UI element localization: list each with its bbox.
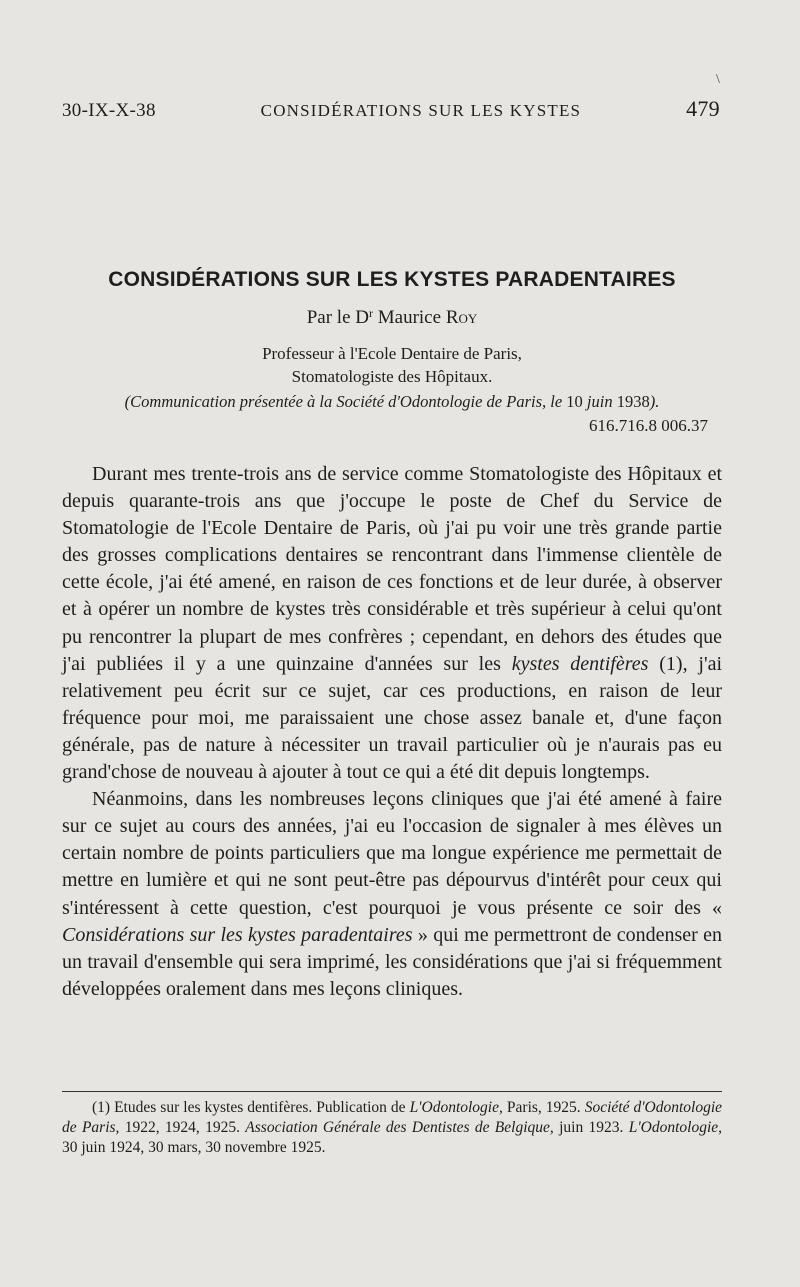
paragraph-2-text-a: Néanmoins, dans les nombreuses leçons cliniques que j'ai été amené à faire sur ce sujet au cours des années, j'ai eu l'occasion de signaler à mes élèves un certain nombre de points particuliers que ma longue expérience me permettait de mettre en lumière et qui ne sont peut-être pas dépourvus d'intérêt pour ceux qui s'intéressent à cette question, c'est pourquoi je vous présente ce soir des « — [62, 788, 722, 919]
paragraph-1-text-b: (1), j'ai relativement peu écrit sur ce sujet, car ces productions, en raison de leur fréquence pour moi, me paraissaient une chose assez banale et, d'une façon générale, pas de nature à nécessiter un travail particulier où je n'aurais pas eu grand'chose de nouveau à ajouter à tout ce qui a été dit depuis longtemps. — [62, 652, 722, 784]
footnote-d: Société d'Odontologie de Paris, — [62, 1099, 723, 1136]
affiliation-line-1: Professeur à l'Ecole Dentaire de Paris, — [262, 344, 522, 363]
footnote-c: Paris, 1925. — [506, 1099, 581, 1116]
footnote-h: L'Odontologie, — [628, 1119, 723, 1136]
article-body — [62, 461, 722, 1003]
paragraph-1 — [62, 461, 722, 786]
footnote-g: juin 1923. — [559, 1119, 624, 1136]
header-date: 30-IX-X-38 — [62, 100, 156, 121]
author-byline — [62, 306, 722, 329]
footnote-f: Association Générale des Dentistes de Belgique, — [245, 1119, 554, 1136]
byline-sup: r — [369, 306, 373, 320]
header-running-title: CONSIDÉRATIONS SUR LES KYSTES — [260, 101, 582, 120]
communication-year: 1938 — [616, 392, 650, 411]
margin-mark: \ — [716, 72, 720, 87]
author-affiliation — [62, 342, 722, 388]
communication-note — [62, 392, 722, 412]
footnote-i: 30 juin 1924, 30 mars, 30 novembre 1925. — [62, 1139, 326, 1156]
footnote-divider — [62, 1091, 722, 1092]
footnote-a: (1) Etudes sur les kystes dentifères. Publication de — [92, 1099, 406, 1116]
communication-day: 10 — [566, 392, 583, 411]
communication-close: ). — [649, 392, 660, 411]
paragraph-2 — [62, 786, 722, 1003]
author-last-name: Roy — [445, 307, 478, 328]
communication-text: (Communication présentée à la Société d'Odontologie de Paris, le — [124, 392, 563, 411]
footnote — [62, 1098, 722, 1158]
footnote-paragraph — [62, 1098, 722, 1158]
running-header — [62, 96, 720, 122]
article-title: CONSIDÉRATIONS SUR LES KYSTES PARADENTAIRES — [108, 268, 676, 291]
paragraph-1-text-a: Durant mes trente-trois ans de service comme Stomatologiste des Hôpitaux et depuis quarante-trois ans que j'occupe le poste de Chef du Service de Stomatologie de l'Ecole Dentaire de Paris, où j'ai pu voir une très grande partie des grosses complications dentaires se rencontrant dans l'immense clientèle de cette école, j'ai été amené, en raison de ces fonctions et de leur durée, à observer et à opérer un nombre de kystes très considérable et très supérieur à celui qu'ont pu rencontrer la plupart de mes confrères ; cependant, en dehors des études que j'ai publiées il y a une quinzaine d'années sur les — [62, 463, 722, 675]
footnote-b: L'Odontologie, — [409, 1099, 503, 1116]
affiliation-line-2: Stomatologiste des Hôpitaux. — [291, 367, 493, 386]
paragraph-2-text-b: » qui me permettront de condenser en un travail d'ensemble qui sera imprimé, les considérations que j'ai si fréquemment développées oralement dans mes leçons cliniques. — [62, 923, 723, 1000]
classification-code: 616.716.8 006.37 — [589, 416, 708, 435]
author-first-name: Maurice — [377, 307, 442, 328]
page-number: 479 — [686, 96, 720, 121]
paragraph-1-italic: kystes dentifères — [511, 652, 649, 675]
footnote-e: 1922, 1924, 1925. — [124, 1119, 240, 1136]
communication-month: juin — [586, 392, 613, 411]
paragraph-2-italic: Considérations sur les kystes paradentaires — [62, 923, 413, 946]
byline-prefix: Par le D — [306, 307, 369, 328]
